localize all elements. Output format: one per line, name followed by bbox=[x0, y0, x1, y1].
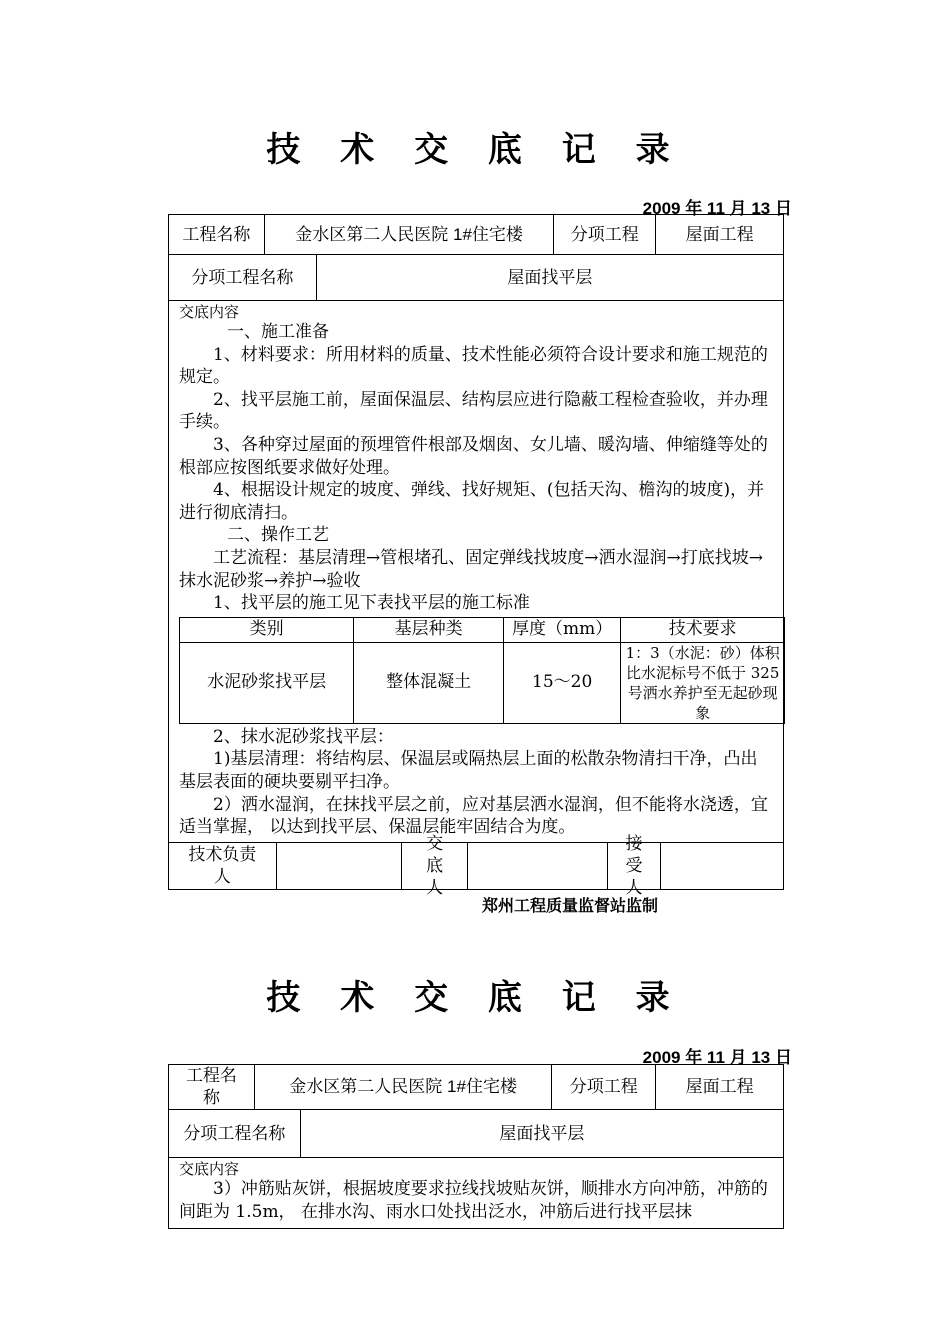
paragraph: 4、根据设计规定的坡度、弹线、找好规矩、(包括天沟、檐沟的坡度)，并进行彻底清扫。 bbox=[179, 480, 765, 523]
table-header: 厚度（mm） bbox=[503, 617, 620, 642]
record-form bbox=[168, 1064, 784, 1229]
tech-lead-label: 技术负责人 bbox=[169, 843, 277, 889]
footer-supervisor: 郑州工程质量监督站监制 bbox=[482, 896, 659, 915]
table-header: 基层种类 bbox=[354, 617, 504, 642]
subproject-label: 分项工程 bbox=[552, 1065, 656, 1109]
record-form bbox=[168, 214, 784, 898]
content-label: 交底内容 bbox=[179, 303, 240, 321]
subproject-value: 屋面工程 bbox=[685, 1077, 754, 1096]
record-date: 2009 年 11 月 13 日 bbox=[642, 199, 792, 218]
section-heading: 二、操作工艺 bbox=[227, 525, 329, 546]
paragraph: 1)基层清理：将结构层、保温层或隔热层上面的松散杂物清扫干净，凸出基层表面的硬块要剔平扫净。 bbox=[179, 749, 758, 792]
content-label: 交底内容 bbox=[179, 1160, 240, 1178]
discloser-label: 交底人 bbox=[402, 843, 468, 889]
standard-table bbox=[179, 617, 785, 724]
table-cell: 1：3（水泥：砂）体积比水泥标号不低于 325 号洒水养护至无起砂现象 bbox=[621, 642, 785, 723]
table-header: 技术要求 bbox=[621, 617, 785, 642]
discloser-signature bbox=[468, 843, 607, 889]
subproject-name-label: 分项工程名称 bbox=[169, 255, 317, 300]
content-section bbox=[169, 1158, 783, 1228]
paragraph: 2）洒水湿润，在抹找平层之前，应对基层洒水湿润，但不能将水浇透，宜适当掌握， 以达到找平层、保温层能牢固结合为度。 bbox=[179, 794, 768, 838]
project-label: 工程名称 bbox=[169, 1065, 255, 1109]
subproject-label: 分项工程 bbox=[554, 215, 656, 254]
content-body bbox=[169, 301, 783, 839]
subproject-name-value: 屋面找平层 bbox=[499, 1123, 585, 1143]
receiver-signature bbox=[661, 843, 783, 889]
table-header-row bbox=[180, 617, 785, 642]
paragraph: 3、各种穿过屋面的预埋管件根部及烟囱、女儿墙、暖沟墙、伸缩缝等处的根部应按图纸要求做好处理。 bbox=[179, 434, 768, 478]
page-title: 技 术 交 底 记 录 bbox=[266, 978, 684, 1018]
content-body bbox=[169, 1158, 783, 1223]
subproject-name-value: 屋面找平层 bbox=[507, 267, 593, 287]
project-value: 金水区第二人民医院 1#住宅楼 bbox=[255, 1065, 553, 1109]
paragraph: 2、抹水泥砂浆找平层： bbox=[213, 726, 394, 747]
section-heading: 一、施工准备 bbox=[227, 322, 329, 342]
tech-lead-signature bbox=[277, 843, 403, 889]
paragraph: 1、材料要求：所用材料的质量、技术性能必须符合设计要求和施工规范的规定。 bbox=[179, 344, 768, 388]
table-row bbox=[180, 642, 785, 723]
paragraph: 1、找平层的施工见下表找平层的施工标准 bbox=[213, 593, 530, 614]
record-date: 2009 年 11 月 13 日 bbox=[642, 1048, 792, 1067]
table-header: 类别 bbox=[180, 617, 354, 642]
page-title: 技 术 交 底 记 录 bbox=[266, 130, 684, 170]
subproject-name-row bbox=[169, 255, 783, 301]
table-cell: 15～20 bbox=[503, 642, 620, 723]
receiver-label: 接受人 bbox=[608, 843, 662, 889]
content-section bbox=[169, 301, 783, 843]
paragraph: 3）冲筋贴灰饼，根据坡度要求拉线找坡贴灰饼，顺排水方向冲筋，冲筋的间距为 1.5m， 在排水沟、雨水口处找出泛水，冲筋后进行找平层抹 bbox=[179, 1179, 768, 1222]
subproject-value: 屋面工程 bbox=[685, 224, 754, 244]
table-cell: 整体混凝土 bbox=[354, 642, 504, 723]
subproject-name-label: 分项工程名称 bbox=[169, 1110, 301, 1157]
table-cell: 水泥砂浆找平层 bbox=[180, 642, 354, 723]
paragraph: 2、找平层施工前，屋面保温层、结构层应进行隐蔽工程检查验收，并办理手续。 bbox=[179, 389, 768, 433]
project-value: 金水区第二人民医院 1#住宅楼 bbox=[265, 215, 555, 254]
project-row bbox=[169, 1065, 783, 1110]
subproject-name-row bbox=[169, 1110, 783, 1158]
signature-row bbox=[169, 834, 783, 898]
paragraph: 工艺流程：基层清理→管根堵孔、固定弹线找坡度→洒水湿润→打底找坡→抹水泥砂浆→养护→验收 bbox=[179, 547, 763, 591]
project-label: 工程名称 bbox=[169, 215, 265, 254]
project-row bbox=[169, 215, 783, 255]
